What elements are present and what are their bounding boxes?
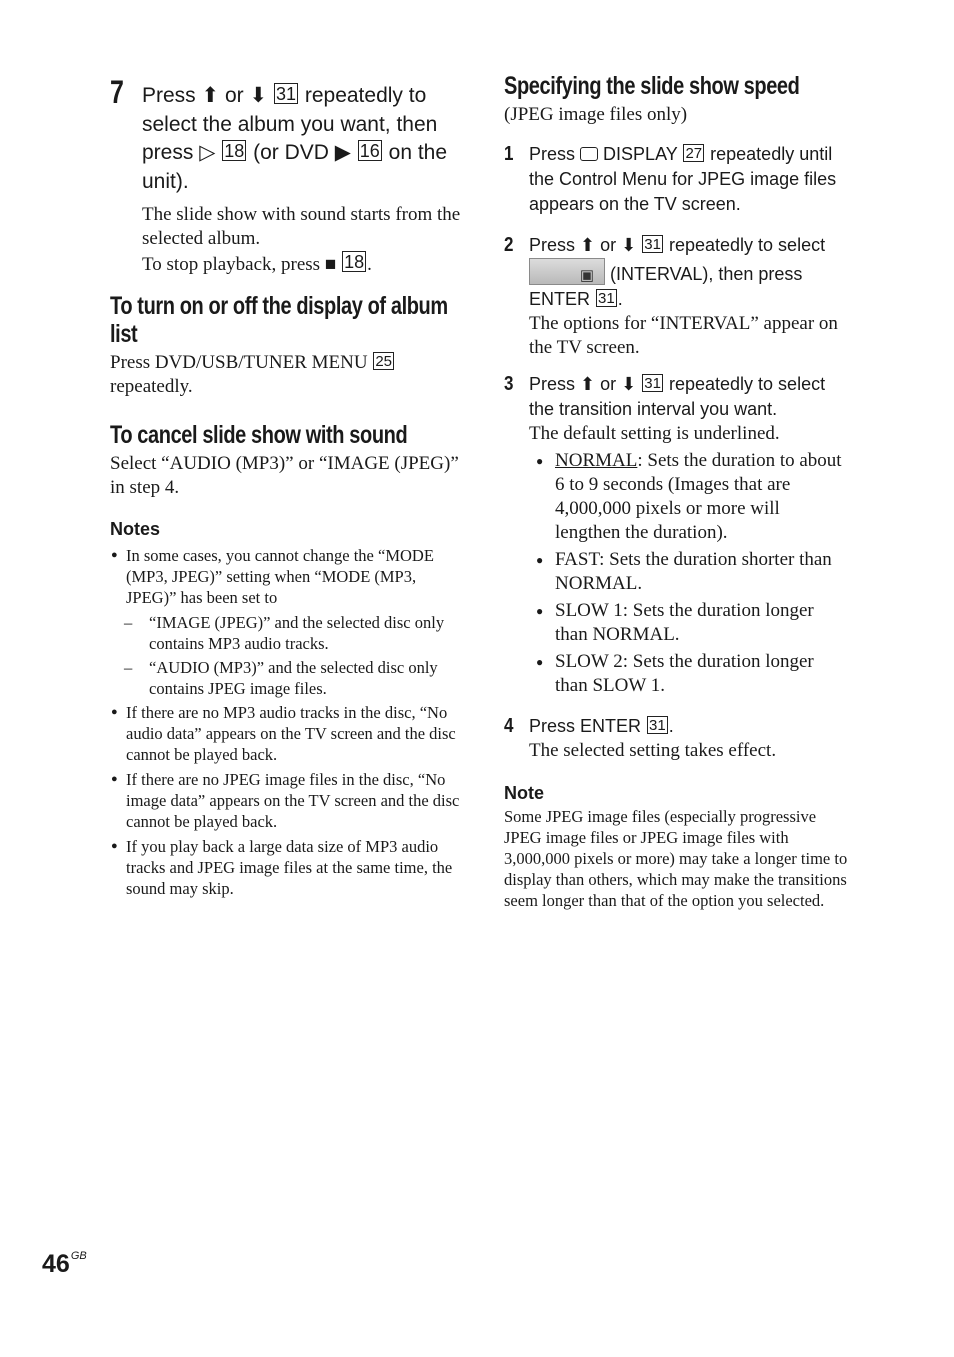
list-item: ● NORMAL: Sets the duration to about 6 to 9 seconds (Images that are 4,000,000 pixels or more will lengthen the duration). [555, 449, 849, 545]
step-2-result: The options for “INTERVAL” appear on the TV screen. [529, 313, 838, 358]
button-ref-27: 27 [685, 145, 703, 162]
step-number: 2 [504, 234, 514, 256]
dvd-play-icon: ▶ [334, 141, 351, 165]
section-heading-album-list: To turn on or off the display of album list [110, 292, 448, 348]
display-icon [580, 147, 598, 161]
button-ref-18: 18 [344, 251, 365, 272]
arrow-up-icon: ⬆ [580, 235, 596, 255]
note-text: Some JPEG image files (especially progressive JPEG image files or JPEG image files with 3,000,000 pixels or more) may take a longer time to display than others, which may make the transitions seem longer than that of the option you selected. [504, 807, 848, 910]
step-number: 7 [110, 74, 124, 110]
arrow-down-icon: ⬇ [621, 235, 637, 255]
page-number: $46^{GB}$ [42, 1250, 87, 1278]
button-ref-31: 31 [649, 717, 666, 734]
section-heading-slide-show-speed: Specifying the slide show speed [504, 72, 800, 100]
step-4-result: The selected setting takes effect. [529, 740, 777, 761]
step-2: 2 Press ⬆ or ⬇ 31 repeatedly to select ▣ (INTERVAL), then press ENTER 31 . The options for “INTERVAL” appear on the TV screen. [504, 233, 849, 360]
notes-list [110, 545, 466, 903]
section-heading-cancel-slide-show: To cancel slide show with sound [110, 421, 408, 449]
list-item: ● SLOW 2: Sets the duration longer than SLOW 1. [555, 650, 849, 698]
note-title: Note [504, 783, 544, 803]
list-item: ● If there are no MP3 audio tracks in the disc, “No audio data” appears on the TV screen and the disc cannot be played back. [110, 702, 466, 765]
button-ref-25: 25 [375, 353, 393, 370]
step-7-result: The slide show with sound starts from the selected album. To stop playback, press ■ 18 . [142, 203, 461, 275]
button-ref-18: 18 [224, 141, 245, 162]
play-icon: ▷ [199, 141, 216, 165]
arrow-down-icon: ⬇ [249, 84, 268, 107]
list-item: ● SLOW 1: Sets the duration longer than NORMAL. [555, 599, 849, 647]
arrow-up-icon: ⬆ [201, 84, 220, 107]
arrow-up-icon: ⬆ [580, 374, 596, 394]
interval-icon: ▣ [529, 258, 605, 285]
button-ref-31: 31 [275, 84, 296, 104]
step-3-note: The default setting is underlined. [529, 423, 780, 444]
album-list-instruction: Press DVD/USB/TUNER MENU 25 repeatedly. [110, 352, 393, 397]
step-number: 4 [504, 715, 514, 737]
button-ref-31: 31 [644, 236, 661, 253]
list-item: ● If there are no JPEG image files in the disc, “No image data” appears on the TV screen and the disc cannot be played back. [110, 769, 466, 832]
button-ref-31: 31 [644, 375, 661, 392]
list-item: ● FAST: Sets the duration shorter than NORMAL. [555, 548, 849, 596]
button-ref-31: 31 [598, 290, 615, 307]
button-ref-16: 16 [359, 141, 380, 162]
step-4: 4 Press ENTER 31 . The selected setting takes effect. [504, 714, 849, 763]
step-7-instruction: Press ⬆ or ⬇ 31 repeatedly to select the album you want, then press ▷ 18 (or DVD ▶ 16 on the unit). [142, 84, 448, 194]
list-item: ● In some cases, you cannot change the “MODE (MP3, JPEG)” setting when “MODE (MP3, JPEG)” has been set to [110, 545, 466, 608]
notes-title: Notes [110, 519, 161, 539]
list-item: ● If you play back a large data size of MP3 audio tracks and JPEG image files at the same time, the sound may skip. [110, 836, 466, 899]
stop-icon: ■ [324, 253, 337, 275]
list-item: – “IMAGE (JPEG)” and the selected disc only contains MP3 audio tracks. [110, 612, 466, 654]
section-subheading: (JPEG image files only) [504, 104, 688, 125]
step-3: 3 Press ⬆ or ⬇ 31 repeatedly to select the transition interval you want. The default setting is underlined. ● NORMAL: Sets the duration to about 6 to 9 seconds (Images that are 4,000,000 pixels or more will lengthen the duration). ● FAST: Sets the duration shorter than NORMAL. ● SLOW 1: Sets the duration longer than NORMAL. ● SLOW 2: Sets the duration longer than SLOW 1. [504, 372, 849, 698]
arrow-down-icon: ⬇ [621, 374, 637, 394]
list-item: – “AUDIO (MP3)” and the selected disc only contains JPEG image files. [110, 657, 466, 699]
step-number: 1 [504, 143, 514, 165]
cancel-slide-show-instruction: Select “AUDIO (MP3)” or “IMAGE (JPEG)” in step 4. [110, 453, 459, 498]
step-7 [110, 74, 466, 277]
step-1: 1 Press DISPLAY 27 repeatedly until the Control Menu for JPEG image files appears on the TV screen. [504, 143, 837, 214]
step-number: 3 [504, 373, 514, 395]
